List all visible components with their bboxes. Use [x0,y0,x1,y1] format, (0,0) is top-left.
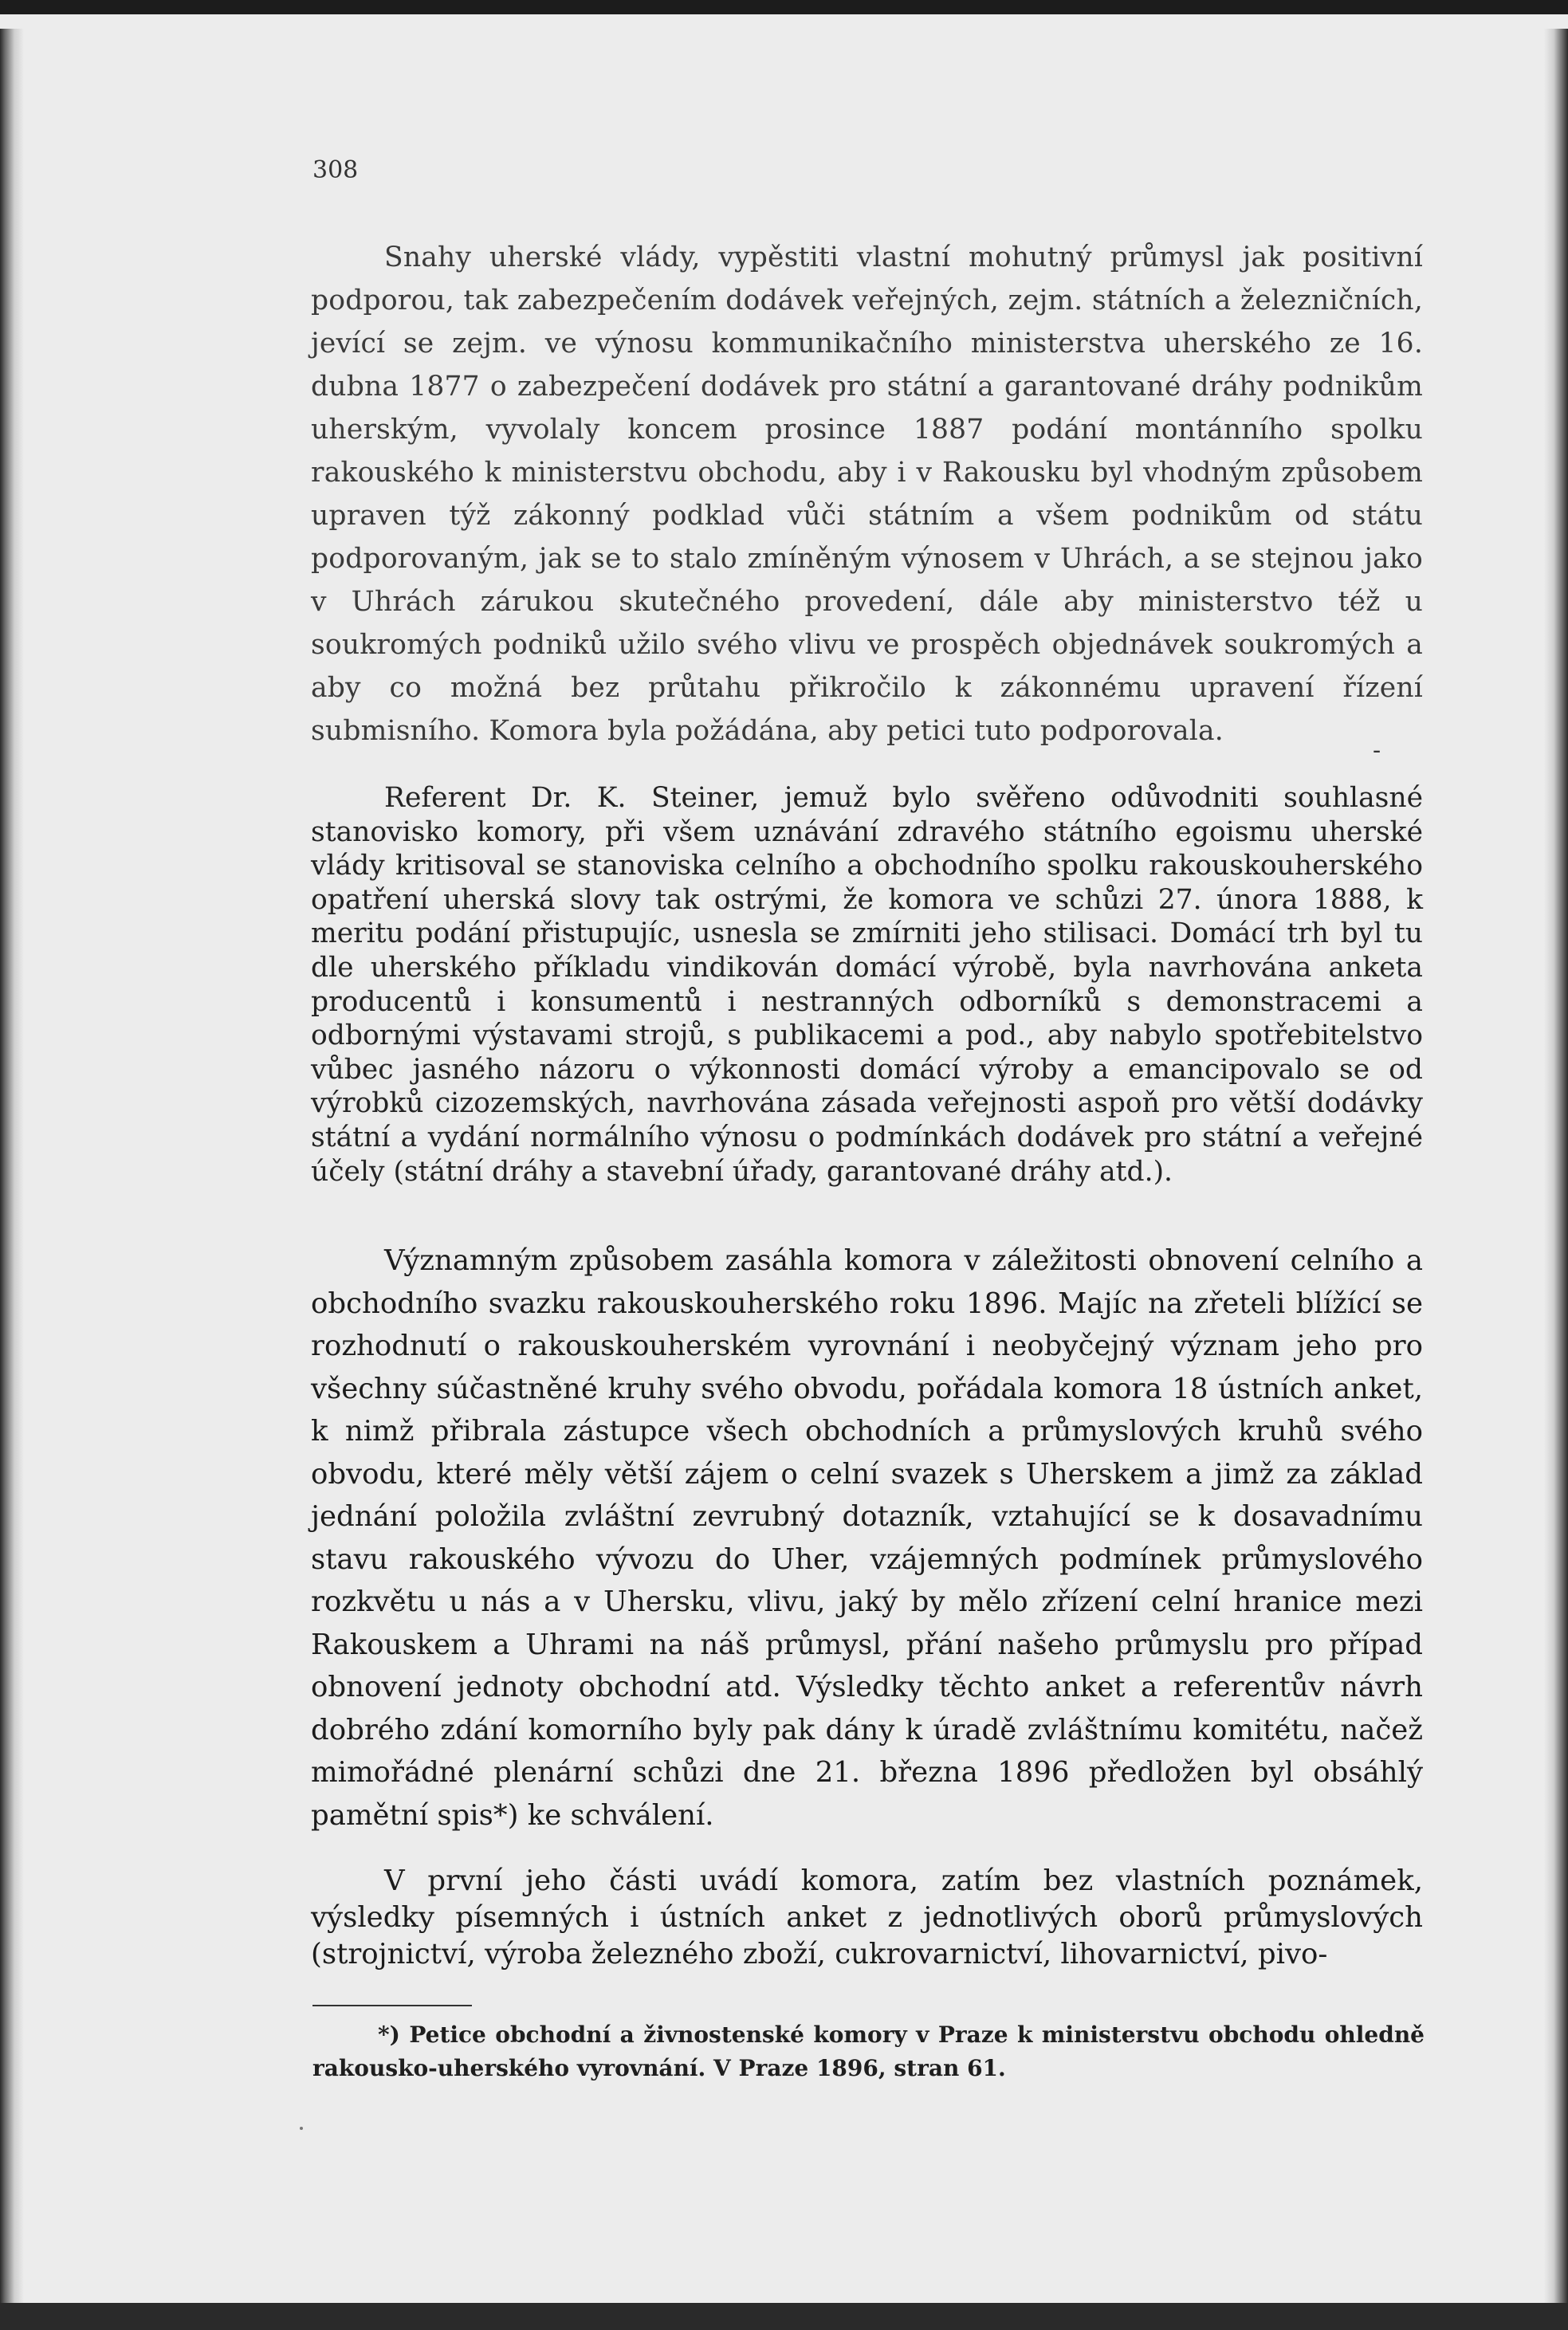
scan-speck [300,2127,303,2130]
paragraph-2: Referent Dr. K. Steiner, jemuž bylo svěřeno odůvodniti souhlasné stanovisko komory, při všem uznávání zdravého státního egoismu uherské vlády kritisoval se stanoviska celního a obchodního spolku rakouskouherského opatření uherská slovy tak ostrými, že komora ve schůzi 27. února 1888, k meritu podání přistupujíc, usnesla se zmírniti jeho stilisaci. Domácí trh byl tu dle uherského příkladu vindikován domácí výrobě, byla navrhována anketa producentů i konsumentů i nestranných odborníků s demonstracemi a odbornými výstavami strojů, s publikacemi a pod., aby nabylo spotřebitelstvo vůbec jasného názoru o výkonnosti domácí výroby a emancipovalo se od výrobků cizozemských, navrhována zásada veřejnosti aspoň pro větší dodávky státní a vydání normálního výnosu o podmínkách dodávek pro státní a veřejné účely (státní dráhy a stavební úřady, garantované dráhy atd.). [311,782,1423,1188]
document-page [0,14,1568,2330]
page-right-edge [1544,29,1568,2317]
margin-mark: - [1373,737,1381,764]
page-left-edge [0,29,24,2317]
footnote-divider [312,2005,472,2006]
paragraph-4: V první jeho části uvádí komora, zatím bez vlastních poznámek, výsledky písemných i ústních anket z jednotlivých oborů průmyslových (strojnictví, výroba železného zboží, cukrovarnictví, lihovarnictví, pivo- [311,1864,1423,1970]
paragraph-3: Významným způsobem zasáhla komora v záležitosti obnovení celního a obchodního svazku rakouskouherského roku 1896. Majíc na zřeteli blížící se rozhodnutí o rakouskouherském vyrovnání i neobyčejný význam jeho pro všechny súčastněné kruhy svého obvodu, pořádala komora 18 ústních anket, k nimž přibrala zástupce všech obchodních a průmyslových kruhů svého obvodu, které měly větší zájem o celní svazek s Uherskem a jimž za základ jednání položila zvláštní zevrubný dotazník, vztahující se k dosavadnímu stavu rakouského vývozu do Uher, vzájemných podmínek průmyslového rozkvětu u nás a v Uhersku, vlivu, jaký by mělo zřízení celní hranice mezi Rakouskem a Uhrami na náš průmysl, přání našeho průmyslu pro případ obnovení jednoty obchodní atd. Výsledky těchto anket a referentův návrh dobrého zdání komorního byly pak dány k úradě zvláštnímu komitétu, načež mimořádné plenární schůzi dne 21. března 1896 předložen byl obsáhlý pamětní spis*) ke schválení. [311,1244,1423,1832]
scan-bottom-border [0,2303,1568,2330]
footnote: *) Petice obchodní a živnostenské komory v Praze k ministerstvu obchodu ohledně rakousko-uherského vyrovnání. V Praze 1896, stran 61. [312,2022,1425,2081]
scan-top-border [0,0,1568,14]
paragraph-1: Snahy uherské vlády, vypěstiti vlastní mohutný průmysl jak positivní podporou, tak zabezpečením dodávek veřejných, zejm. státních a železničních, jevící se zejm. ve výnosu kommunikačního ministerstva uherského ze 16. dubna 1877 o zabezpečení dodávek pro státní a garantované dráhy podnikům uherským, vyvolaly koncem prosince 1887 podání montánního spolku rakouského k ministerstvu obchodu, aby i v Rakousku byl vhodným způsobem upraven týž zákonný podklad vůči státním a všem podnikům od státu podporovaným, jak se to stalo zmíněným výnosem v Uhrách, a se stejnou jako v Uhrách zárukou skutečného provedení, dále aby ministerstvo též u soukromých podniků užilo svého vlivu ve prospěch objednávek soukromých a aby co možná bez průtahu přikročilo k zákonnému upravení řízení submisního. Komora byla požádána, aby petici tuto podporovala. [311,242,1423,747]
page-number: 308 [312,156,359,184]
